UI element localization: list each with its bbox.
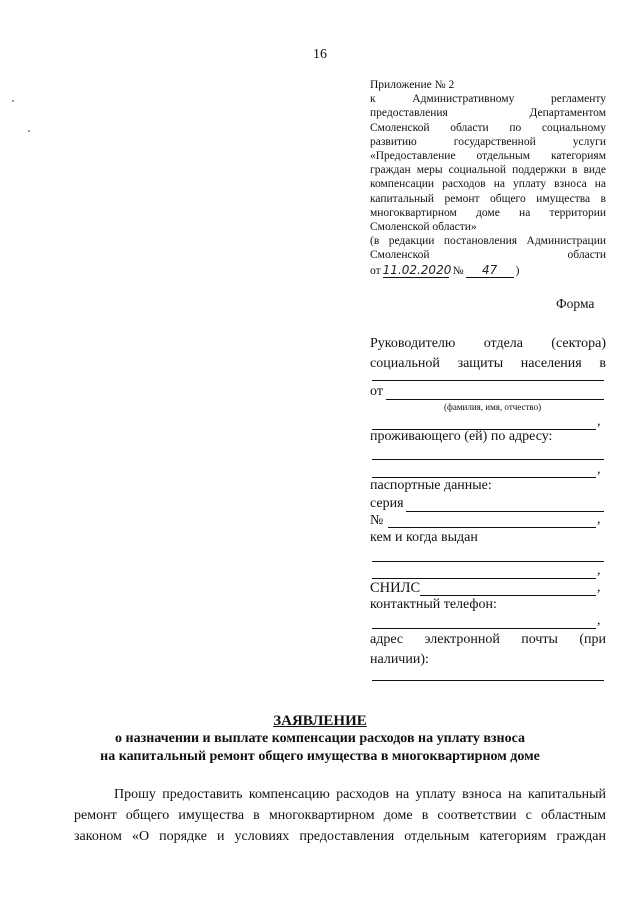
appendix-line: Смоленской области по социальному — [370, 121, 606, 134]
statement-subtitle: о назначении и выплате компенсации расходов на уплату взноса — [115, 731, 525, 746]
appendix-line: «Предоставление отдельным категориям — [370, 150, 606, 163]
series-blank-line[interactable] — [406, 511, 604, 512]
appendix-line: предоставления Департаментом — [370, 107, 606, 120]
appendix-date-line — [370, 263, 606, 278]
comma: , — [597, 462, 601, 477]
snils-blank-line[interactable] — [420, 595, 596, 596]
fio-hint: (фамилия, имя, отчество) — [444, 402, 542, 412]
issued-label: кем и когда выдан — [370, 530, 478, 545]
comma: , — [597, 414, 601, 429]
statement-subtitle: на капитальный ремонт общего имущества в многоквартирном доме — [100, 749, 540, 764]
appendix-line: Приложение № 2 — [370, 79, 455, 91]
appendix-line: многоквартирном доме на территории — [370, 206, 606, 219]
appendix-line: Смоленской области» — [370, 221, 477, 234]
handwritten-date: 11.02.2020 — [382, 262, 452, 277]
form-label: Форма — [556, 296, 595, 311]
series-label: серия — [370, 496, 404, 511]
address-blank-line[interactable] — [372, 459, 604, 460]
fio-blank-line[interactable] — [386, 399, 604, 400]
number-prefix: № — [452, 264, 464, 277]
email-label-2: наличии): — [370, 652, 429, 667]
passport-number-blank-line[interactable] — [388, 527, 596, 528]
statement-body — [74, 784, 606, 847]
passport-number-label: № — [370, 513, 384, 528]
phone-label: контактный телефон: — [370, 597, 497, 612]
body-line: законом «О порядке и условиях предоставления отдельным категориям граждан — [74, 829, 606, 844]
statement-title-block — [0, 712, 640, 766]
body-line: Прошу предоставить компенсацию расходов на уплату взноса на капитальный — [114, 787, 606, 802]
handwritten-number: 47 — [466, 263, 514, 278]
recipient-line: социальной защиты населения в — [370, 356, 606, 371]
appendix-header — [370, 78, 606, 278]
appendix-line: развитию государственной услуги — [370, 135, 606, 148]
email-blank-line[interactable] — [372, 680, 604, 681]
recipient-line: Руководителю отдела (сектора) — [370, 336, 606, 351]
appendix-line: граждан меры социальной поддержки в виде — [370, 164, 606, 177]
email-block — [370, 630, 606, 670]
passport-label: паспортные данные: — [370, 478, 492, 493]
appendix-line: компенсации расходов на уплату взноса на — [370, 178, 606, 191]
issued-blank-line-2[interactable] — [372, 578, 596, 579]
date-suffix: ) — [515, 264, 520, 277]
scan-speck — [28, 130, 30, 132]
appendix-line: капитальный ремонт общего имущества в — [370, 192, 606, 205]
issued-blank-line[interactable] — [372, 561, 604, 562]
comma: , — [597, 563, 601, 578]
appendix-line: Смоленской области — [370, 249, 606, 262]
comma: , — [597, 512, 601, 527]
body-line: ремонт общего имущества в многоквартирном доме в соответствии с областным — [74, 808, 606, 823]
comma: , — [597, 613, 601, 628]
email-label: адрес электронной почты (при — [370, 632, 606, 647]
appendix-line: (в редакции постановления Администрации — [370, 235, 606, 248]
snils-label: СНИЛС — [370, 580, 421, 596]
appendix-line: к Административному регламенту — [370, 93, 606, 106]
phone-blank-line[interactable] — [372, 628, 596, 629]
date-prefix: от — [370, 264, 381, 277]
address-label: проживающего (ей) по адресу: — [370, 429, 553, 444]
scan-speck — [12, 100, 14, 102]
comma: , — [597, 580, 601, 595]
statement-title: ЗАЯВЛЕНИЕ — [273, 713, 367, 729]
from-label: от — [370, 384, 383, 399]
department-blank-line[interactable] — [372, 380, 604, 381]
page-number: 16 — [313, 47, 327, 62]
recipient-block — [370, 334, 606, 374]
